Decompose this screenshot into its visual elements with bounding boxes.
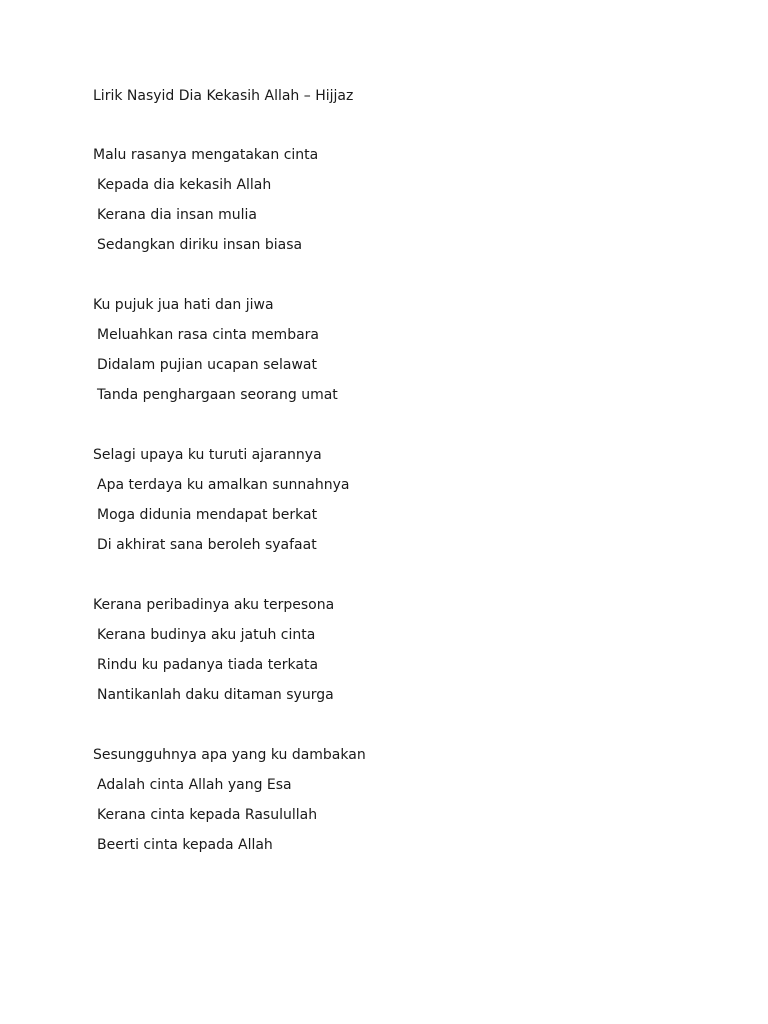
lyric-line: Di akhirat sana beroleh syafaat: [97, 537, 317, 553]
stanza-2: [93, 296, 693, 416]
lyric-line: Kerana peribadinya aku terpesona: [93, 597, 335, 613]
lyric-line: Didalam pujian ucapan selawat: [97, 357, 317, 373]
lyric-line: Kerana cinta kepada Rasulullah: [97, 807, 318, 823]
lyric-line: Sesungguhnya apa yang ku dambakan: [93, 747, 366, 763]
document-title: Lirik Nasyid Dia Kekasih Allah – Hijjaz: [93, 88, 354, 104]
stanza-4: [93, 596, 693, 716]
lyric-line: Adalah cinta Allah yang Esa: [97, 777, 292, 793]
lyric-line: Tanda penghargaan seorang umat: [97, 387, 338, 403]
lyric-line: Beerti cinta kepada Allah: [97, 837, 273, 853]
lyric-line: Kerana budinya aku jatuh cinta: [97, 627, 316, 643]
stanza-5: [93, 746, 693, 866]
lyric-line: Rindu ku padanya tiada terkata: [97, 657, 319, 673]
lyric-line: Malu rasanya mengatakan cinta: [93, 147, 319, 163]
lyric-line: Nantikanlah daku ditaman syurga: [97, 687, 334, 703]
lyric-line: Moga didunia mendapat berkat: [97, 507, 318, 523]
lyric-line: Meluahkan rasa cinta membara: [97, 327, 319, 343]
stanza-1: [93, 146, 693, 266]
lyric-line: Kepada dia kekasih Allah: [97, 177, 272, 193]
lyric-line: Apa terdaya ku amalkan sunnahnya: [97, 477, 350, 493]
lyric-line: Kerana dia insan mulia: [97, 207, 257, 223]
stanza-3: [93, 446, 693, 566]
lyric-line: Ku pujuk jua hati dan jiwa: [93, 297, 274, 313]
lyric-line: Sedangkan diriku insan biasa: [97, 237, 303, 253]
lyric-line: Selagi upaya ku turuti ajarannya: [93, 447, 322, 463]
